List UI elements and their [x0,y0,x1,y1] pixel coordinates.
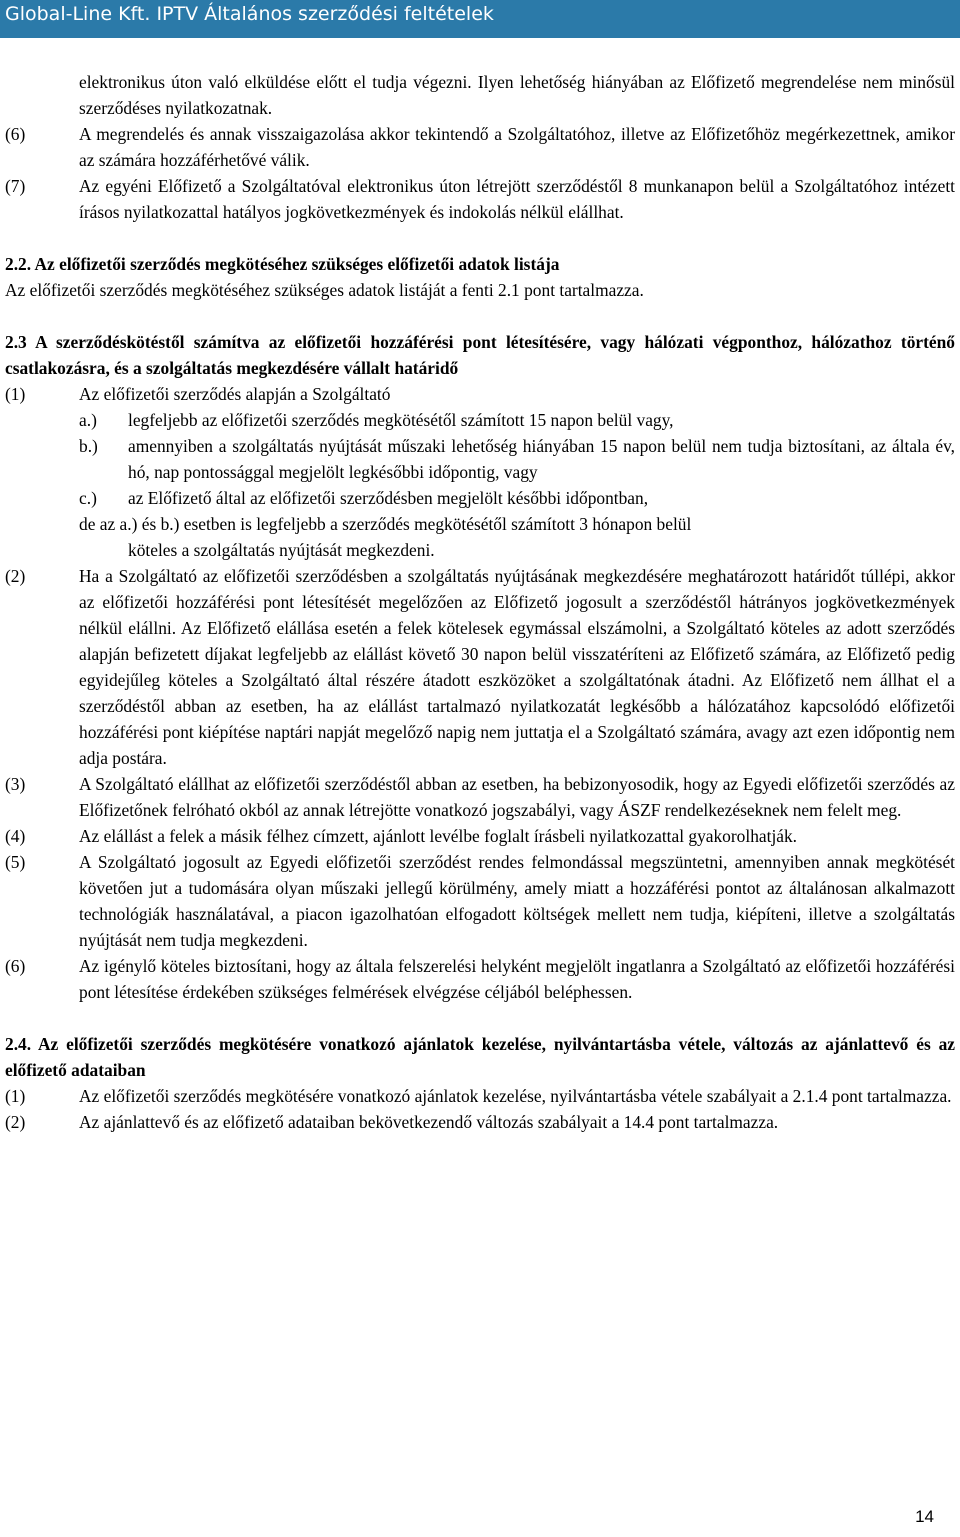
deadline-note-cont: köteles a szolgáltatás nyújtását megkezdeni. [128,540,435,560]
item-number: (1) [5,384,26,404]
item-number: (7) [5,176,26,196]
section-2-4-heading: 2.4. Az előfizetői szerződés megkötésére vonatkozó ajánlatok kezelése, nyilvántartásba vétele, változás az ajánlattevő és az előfizető adataiban [5,1034,955,1080]
sub-item [5,485,955,511]
item-text: A Szolgáltató elállhat az előfizetői szerződéstől abban az esetben, ha bebizonyosodik, hogy az Egyedi előfizetői szerződés az Előfizetőnek felróható okból az annak létrejötte vonatkozó jogszabályi, vagy ÁSZF rendelkezéseknek nem felelt meg. [79,774,955,820]
sub-item [5,433,955,485]
item-number: (3) [5,774,26,794]
list-item [5,121,955,173]
item-number: (2) [5,566,26,586]
item-text: Az előfizetői szerződés megkötésére vonatkozó ajánlatok kezelése, nyilvántartásba vétele szabályait a 2.1.4 pont tartalmazza. [79,1086,952,1106]
item-number: (2) [5,1112,26,1132]
item-number: (5) [5,852,26,872]
list-item [5,563,955,771]
page-number: 14 [915,1507,934,1526]
section-2-2-heading: 2.2. Az előfizetői szerződés megkötéséhez szükséges előfizetői adatok listája [5,254,560,274]
list-item [5,849,955,953]
item-number: (4) [5,826,26,846]
page-header [0,0,960,38]
item-text: A megrendelés és annak visszaigazolása akkor tekintendő a Szolgáltatóhoz, illetve az Előfizetőhöz megérkezettnek, amikor az számára hozzáférhetővé válik. [79,124,955,170]
sub-item-text: amennyiben a szolgáltatás nyújtását műszaki lehetőség hiányában 15 napon belül nem tudja biztosítani, az általa év, hó, nap pontossággal megjelölt legkésőbbi időpontig, vagy [128,436,955,482]
item-text: Az igénylő köteles biztosítani, hogy az általa felszerelési helyként megjelölt ingatlanra a Szolgáltató az előfizetői hozzáférési pont létesítése érdekében szükséges felmérések elvégzése céljából beléphessen. [79,956,955,1002]
list-item [5,771,955,823]
item-text: Az előfizetői szerződés alapján a Szolgáltató [79,384,391,404]
header-title: Global-Line Kft. IPTV Általános szerződési feltételek [5,3,494,25]
section-2-3-heading: 2.3 A szerződéskötéstől számítva az előfizetői hozzáférési pont létesítésére, vagy hálózati végponthoz, hálózathoz történő csatlakozásra, és a szolgáltatás megkezdésére vállalt határidő [5,332,955,378]
sub-item-text: legfeljebb az előfizetői szerződés megkötésétől számított 15 napon belül vagy, [128,410,674,430]
item-number: (1) [5,1086,26,1106]
list-item [5,381,955,407]
document-body [5,69,955,1135]
intro-paragraph: elektronikus úton való elküldése előtt el tudja végezni. Ilyen lehetőség hiányában az Előfizető megrendelése nem minősül szerződéses nyilatkozatnak. [79,72,955,118]
sub-item-label: b.) [79,436,98,456]
deadline-note-first: de az a.) és b.) esetben is legfeljebb a szerződés megkötésétől számított 3 hónapon belül [79,514,692,534]
item-number: (6) [5,124,26,144]
list-item [5,173,955,225]
item-text: A Szolgáltató jogosult az Egyedi előfizetői szerződést rendes felmondással megszüntetni, amennyiben annak megkötését követően jut a tudomására olyan műszaki jellegű körülmény, amely miatt a hozzáférési pontot az általánosan alkalmazott technológiák használatával, a piacon igazolhatóan elfogadott költségek mellett nem tudja, kiépíteni, illetve a szolgáltatás nyújtását nem tudja megkezdeni. [79,852,955,950]
list-item [5,1083,955,1109]
list-item [5,953,955,1005]
item-number: (6) [5,956,26,976]
list-item [5,823,955,849]
sub-item [5,407,955,433]
section-2-2-text: Az előfizetői szerződés megkötéséhez szükséges adatok listáját a fenti 2.1 pont tartalmazza. [5,280,644,300]
sub-item-label: c.) [79,488,97,508]
sub-item-label: a.) [79,410,97,430]
item-text: Az ajánlattevő és az előfizető adataiban bekövetkezendő változás szabályait a 14.4 pont tartalmazza. [79,1112,779,1132]
sub-item-text: az Előfizető által az előfizetői szerződésben megjelölt későbbi időpontban, [128,488,649,508]
list-item [5,1109,955,1135]
item-text: Az egyéni Előfizető a Szolgáltatóval elektronikus úton létrejött szerződéstől 8 munkanapon belül a Szolgáltatóhoz intézett írásos nyilatkozattal hatályos jogkövetkezmények és indokolás nélkül elállhat. [79,176,955,222]
item-text: Az elállást a felek a másik félhez címzett, ajánlott levélbe foglalt írásbeli nyilatkozattal gyakorolhatják. [79,826,798,846]
item-text: Ha a Szolgáltató az előfizetői szerződésben a szolgáltatás nyújtásának megkezdésére meghatározott határidőt túllépi, akkor az előfizetői hozzáférési pont létesítését megelőzően az Előfizető jogosult a szerződéstől hátrányos jogkövetkezmények nélkül elállni. Az Előfizető elállása esetén a felek kötelesek egymással elszámolni, a Szolgáltató köteles az adott szerződés alapján befizetett díjakat legfeljebb az elállást követő 30 napon belül visszatéríteni az Előfizető számára, az Előfizető pedig egyidejűleg köteles a Szolgáltató által részére átadott eszközöket a szolgáltatónak átadni. Az Előfizető nem állhat el a szerződéstől abban az esetben, ha az elállást tartalmazó nyilatkozatát legkésőbb a hálózatához kapcsolódó előfizetői hozzáférési pont kiépítése naptári napját megelőző napig nem juttatja el a Szolgáltató számára, avagy azt ezen időpontig nem adja postára. [79,566,955,768]
deadline-note [5,511,955,563]
